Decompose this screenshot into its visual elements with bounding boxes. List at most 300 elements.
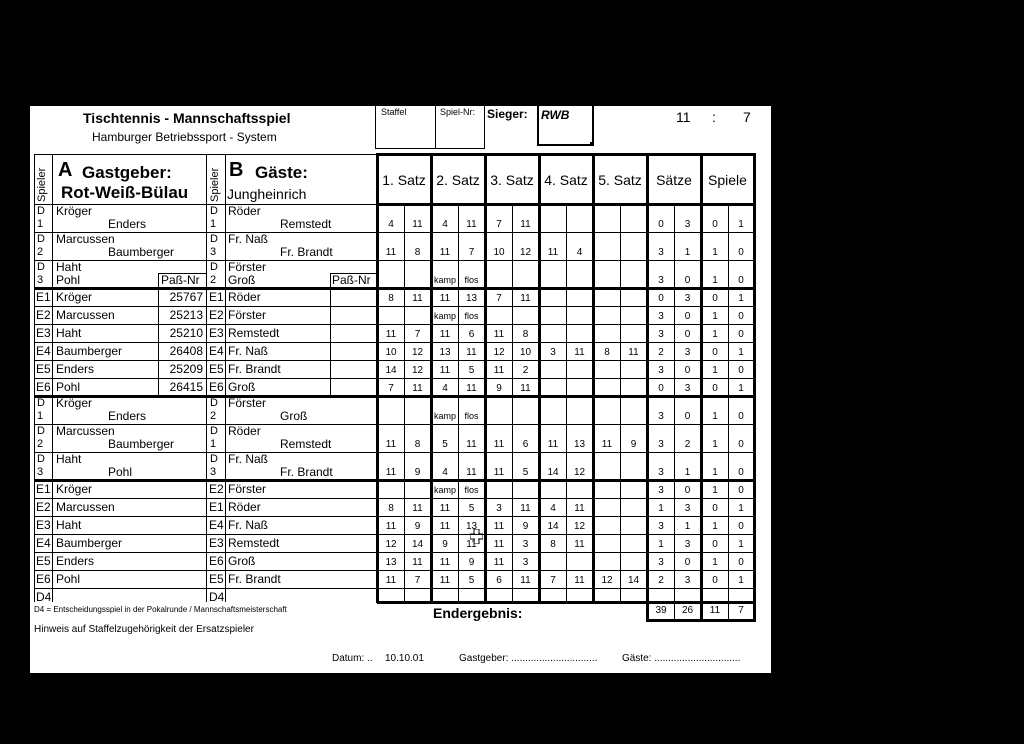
score-cell-5-4: 11 (493, 329, 505, 340)
home-code-6: E4 (36, 344, 51, 358)
score-cell-14-3: 13 (465, 521, 478, 532)
score-cell-14-5: 9 (522, 521, 529, 532)
score-cell-8-10: 0 (658, 383, 664, 394)
score-cell-4-2: kamp (433, 311, 456, 321)
home-code-12: E1 (36, 482, 51, 496)
score-cell-17-6: 7 (550, 575, 556, 586)
home-player-7: Enders (56, 362, 95, 376)
score-cell-9-3: flos (464, 411, 479, 421)
row-line-13 (34, 498, 377, 499)
row-line-7 (34, 360, 377, 361)
away-player2-0: Remstedt (280, 217, 332, 231)
row-score-line-0 (377, 204, 754, 205)
away-code-num-9: 2 (210, 410, 217, 422)
score-cell-7-5: 2 (522, 365, 529, 376)
row-line-3 (34, 287, 756, 290)
score-cell-4-12: 1 (712, 311, 718, 322)
away-code-15: E3 (209, 536, 224, 550)
score-cell-11-11: 1 (684, 467, 691, 478)
sieger-value: RWB (541, 108, 570, 122)
score-cell-14-0: 11 (385, 521, 397, 532)
score-cell-8-3: 11 (466, 383, 477, 394)
away-code-num-0: 1 (210, 218, 217, 230)
score-cell-6-10: 2 (658, 347, 664, 358)
away-player1-2: Förster (228, 260, 267, 274)
away-code-18: D4 (209, 590, 225, 604)
score-cell-11-3: 11 (466, 467, 477, 478)
score-cell-3-10: 0 (658, 293, 664, 304)
score-cell-11-7: 12 (573, 467, 586, 478)
score-cell-16-13: 0 (738, 557, 744, 568)
score-cell-12-11: 0 (684, 485, 691, 496)
home-code-10: D (37, 425, 45, 437)
away-player2-10: Remstedt (280, 437, 332, 451)
row-line-9 (34, 395, 756, 398)
score-cell-5-12: 1 (712, 329, 718, 340)
away-player-6: Fr. Naß (228, 344, 269, 358)
note-d4: D4 = Entscheidungsspiel in der Pokalrunde / Mannschaftsmeisterschaft (34, 605, 287, 614)
pass-number-8: 26415 (169, 380, 203, 394)
row-score-line-6 (377, 342, 754, 343)
score-cell-13-0: 8 (388, 503, 394, 514)
score-cell-10-9: 9 (630, 439, 637, 450)
total-3: 7 (738, 605, 744, 616)
away-code-3: E1 (209, 290, 224, 304)
home-code-8: E6 (36, 380, 51, 394)
column-header-7: Spiele (708, 172, 747, 188)
away-code-16: E6 (209, 554, 224, 568)
home-code-3: E1 (36, 290, 51, 304)
spieler-label-home: Spieler (36, 167, 48, 202)
score-cell-16-3: 9 (468, 557, 475, 568)
home-player1-9: Kröger (56, 396, 93, 410)
score-cell-11-13: 0 (738, 467, 744, 478)
away-player2-2: Groß (228, 273, 256, 287)
pass-sep-away-8 (330, 378, 331, 396)
away-code-17: E5 (209, 572, 224, 586)
away-player1-9: Förster (228, 396, 267, 410)
home-code-16: E5 (36, 554, 51, 568)
home-player-12: Kröger (56, 482, 93, 496)
score-cell-13-3: 5 (468, 503, 475, 514)
home-team-name: Rot-Weiß-Bülau (61, 183, 189, 202)
away-code-0: D (210, 205, 218, 217)
score-cell-7-1: 12 (411, 365, 424, 376)
away-code-8: E6 (209, 380, 224, 394)
score-cell-0-4: 7 (496, 219, 502, 230)
score-away: 7 (743, 109, 751, 125)
score-cell-15-6: 8 (550, 539, 556, 550)
score-cell-10-3: 11 (466, 439, 477, 450)
home-player2-1: Baumberger (108, 245, 175, 259)
home-player-16: Enders (56, 554, 95, 568)
score-cell-5-10: 3 (658, 329, 664, 340)
home-code-11: D (37, 453, 45, 465)
score-cell-16-1: 11 (412, 557, 423, 568)
home-code-num-11: 3 (37, 466, 44, 478)
score-cell-11-10: 3 (658, 467, 664, 478)
away-player1-11: Fr. Naß (228, 452, 269, 466)
score-cell-15-11: 3 (684, 539, 691, 550)
score-cell-6-4: 12 (493, 347, 505, 358)
score-cell-4-11: 0 (684, 311, 691, 322)
home-player2-2: Pohl (56, 273, 81, 287)
score-cell-9-10: 3 (658, 411, 664, 422)
score-cell-17-4: 6 (496, 575, 502, 586)
score-cell-10-11: 2 (684, 439, 691, 450)
away-code-9: D (210, 397, 218, 409)
score-cell-11-0: 11 (385, 467, 397, 478)
away-code-10: D (210, 425, 218, 437)
score-cell-17-7: 11 (574, 575, 585, 586)
datum-label: Datum: .. (332, 653, 373, 664)
column-header-6: Sätze (656, 172, 692, 188)
score-cell-4-13: 0 (738, 311, 744, 322)
away-code-num-10: 1 (210, 438, 217, 450)
score-cell-13-10: 1 (658, 503, 664, 514)
row-score-line-17 (377, 570, 754, 571)
score-cell-0-12: 0 (712, 219, 718, 230)
away-player-7: Fr. Brandt (228, 362, 281, 376)
score-cell-3-13: 1 (738, 293, 744, 304)
pass-number-7: 25209 (169, 362, 203, 376)
score-cell-8-11: 3 (684, 383, 691, 394)
score-cell-17-5: 11 (520, 575, 531, 586)
score-cell-17-13: 1 (738, 575, 744, 586)
column-header-4: 4. Satz (544, 172, 588, 188)
score-cell-14-6: 14 (547, 521, 559, 532)
score-cell-15-5: 3 (522, 539, 529, 550)
away-player-16: Groß (228, 554, 256, 568)
score-cell-1-13: 0 (738, 247, 744, 258)
away-player-3: Röder (228, 290, 261, 304)
row-line-16 (34, 552, 377, 553)
score-cell-5-5: 8 (522, 329, 529, 340)
score-cell-13-13: 1 (738, 503, 744, 514)
row-score-line-8 (377, 378, 754, 379)
home-code-13: E2 (36, 500, 51, 514)
score-cell-4-3: flos (464, 311, 479, 321)
away-letter: B (229, 159, 244, 181)
score-cell-0-1: 11 (412, 219, 423, 230)
score-cell-5-1: 7 (414, 329, 421, 340)
sieger-label: Sieger: (487, 107, 528, 121)
row-score-line-14 (377, 516, 754, 517)
score-cell-9-11: 0 (684, 411, 691, 422)
score-cell-5-13: 0 (738, 329, 744, 340)
score-cell-1-6: 11 (547, 247, 559, 258)
score-cell-12-13: 0 (738, 485, 744, 496)
away-code-14: E4 (209, 518, 224, 532)
home-player1-11: Haht (56, 452, 82, 466)
pass-number-6: 26408 (169, 344, 203, 358)
row-score-line-13 (377, 498, 754, 499)
home-player1-10: Marcussen (56, 424, 115, 438)
away-player-4: Förster (228, 308, 267, 322)
score-cell-5-3: 6 (468, 329, 475, 340)
score-cell-13-2: 11 (439, 503, 451, 514)
score-cell-1-0: 11 (385, 247, 397, 258)
score-cell-3-1: 11 (412, 293, 423, 304)
score-cell-5-2: 11 (439, 329, 451, 340)
score-cell-7-3: 5 (468, 365, 475, 376)
pass-label-away: Paß-Nr (332, 273, 371, 287)
home-player2-9: Enders (108, 409, 147, 423)
sieger-box-mark (590, 142, 594, 146)
score-cell-3-3: 13 (465, 293, 478, 304)
away-player1-0: Röder (228, 204, 261, 218)
pass-sep-away-6 (330, 342, 331, 360)
score-cell-2-12: 1 (712, 275, 718, 286)
score-cell-11-12: 1 (712, 467, 718, 478)
home-player2-11: Pohl (108, 465, 133, 479)
score-cell-1-7: 4 (576, 247, 583, 258)
score-cell-14-7: 12 (573, 521, 586, 532)
score-cell-10-12: 1 (712, 439, 718, 450)
home-code-9: D (37, 397, 45, 409)
home-code-0: D (37, 205, 45, 217)
score-cell-16-2: 11 (439, 557, 451, 568)
pass-sep-away-4 (330, 306, 331, 324)
score-cell-14-2: 11 (439, 521, 451, 532)
home-player-14: Haht (56, 518, 82, 532)
column-header-2: 2. Satz (436, 172, 480, 188)
home-player2-0: Enders (108, 217, 147, 231)
score-cell-15-12: 0 (712, 539, 718, 550)
score-cell-0-5: 11 (520, 219, 531, 230)
score-cell-16-4: 11 (493, 557, 505, 568)
away-code-13: E1 (209, 500, 224, 514)
score-cell-6-0: 10 (385, 347, 397, 358)
row-line-2 (34, 260, 377, 261)
score-cell-2-2: kamp (433, 275, 456, 285)
score-cell-6-1: 12 (411, 347, 424, 358)
score-cell-14-4: 11 (493, 521, 505, 532)
endergebnis-label: Endergebnis: (433, 605, 523, 621)
score-cell-16-0: 13 (385, 557, 397, 568)
away-code-5: E3 (209, 326, 224, 340)
score-cell-6-11: 3 (684, 347, 691, 358)
row-score-line-2 (377, 260, 754, 261)
score-cell-15-7: 11 (574, 539, 585, 550)
home-code-14: E3 (36, 518, 51, 532)
away-code-2: D (210, 261, 218, 273)
score-home: 11 (676, 109, 691, 125)
score-cell-10-8: 11 (601, 439, 613, 450)
score-cell-4-10: 3 (658, 311, 664, 322)
home-letter: A (58, 159, 73, 181)
score-cell-17-0: 11 (385, 575, 397, 586)
score-cell-10-2: 5 (442, 439, 448, 450)
score-separator: : (712, 109, 716, 125)
home-player-13: Marcussen (56, 500, 115, 514)
score-cell-14-10: 3 (658, 521, 664, 532)
pass-sep-away-7 (330, 360, 331, 378)
row-score-line-7 (377, 360, 754, 361)
form-subtitle: Hamburger Betriebssport - System (92, 130, 277, 144)
score-cell-1-11: 1 (684, 247, 691, 258)
score-cell-0-10: 0 (658, 219, 664, 230)
away-code-num-1: 3 (210, 246, 217, 258)
row-score-line-5 (377, 324, 754, 325)
score-cell-8-4: 9 (496, 383, 502, 394)
away-player-17: Fr. Brandt (228, 572, 281, 586)
away-player2-11: Fr. Brandt (280, 465, 333, 479)
score-cell-13-4: 3 (496, 503, 502, 514)
score-cell-15-3: 11 (466, 539, 477, 550)
score-cell-15-4: 11 (493, 539, 505, 550)
score-cell-8-0: 7 (388, 383, 394, 394)
score-cell-8-2: 4 (442, 383, 448, 394)
away-code-6: E4 (209, 344, 224, 358)
home-player-6: Baumberger (56, 344, 123, 358)
home-player1-0: Kröger (56, 204, 93, 218)
score-cell-6-3: 11 (466, 347, 477, 358)
gastgeber-signature: Gastgeber: ............................... (459, 653, 598, 664)
score-cell-16-5: 3 (522, 557, 529, 568)
score-cell-0-11: 3 (684, 219, 691, 230)
score-cell-3-11: 3 (684, 293, 691, 304)
staffel-divider (435, 106, 436, 148)
row-line-15 (34, 534, 377, 535)
away-player2-1: Fr. Brandt (280, 245, 333, 259)
datum-value: 10.10.01 (385, 653, 424, 664)
away-code-7: E5 (209, 362, 224, 376)
score-cell-2-11: 0 (684, 275, 691, 286)
score-cell-2-10: 3 (658, 275, 664, 286)
score-cell-14-12: 1 (712, 521, 718, 532)
score-cell-8-1: 11 (412, 383, 423, 394)
score-cell-3-5: 11 (520, 293, 531, 304)
score-cell-6-9: 11 (628, 347, 639, 358)
score-cell-11-4: 11 (493, 467, 505, 478)
score-cell-15-13: 1 (738, 539, 744, 550)
score-cell-12-2: kamp (433, 485, 456, 495)
score-cell-0-2: 4 (442, 219, 448, 230)
away-player-8: Groß (228, 380, 256, 394)
score-cell-2-13: 0 (738, 275, 744, 286)
row-line-4 (34, 306, 377, 307)
score-cell-6-8: 8 (604, 347, 610, 358)
score-cell-10-13: 0 (738, 439, 744, 450)
score-cell-15-1: 14 (411, 539, 424, 550)
score-cell-9-13: 0 (738, 411, 744, 422)
home-player-17: Pohl (56, 572, 81, 586)
grid-col-split-4 (620, 204, 621, 602)
pass-label-home: Paß-Nr (161, 273, 200, 287)
score-cell-15-10: 1 (658, 539, 664, 550)
score-cell-6-6: 3 (550, 347, 556, 358)
away-team-name: Jungheinrich (227, 186, 307, 202)
score-cell-12-10: 3 (658, 485, 664, 496)
score-cell-16-12: 1 (712, 557, 718, 568)
row-score-line-11 (377, 452, 754, 453)
spielnr-label: Spiel-Nr: (440, 107, 476, 117)
score-cell-10-0: 11 (385, 439, 397, 450)
score-cell-14-11: 1 (684, 521, 691, 532)
spieler-label-away: Spieler (209, 167, 221, 202)
score-cell-11-6: 14 (547, 467, 559, 478)
score-cell-15-0: 12 (385, 539, 397, 550)
away-code-num-2: 2 (210, 274, 217, 286)
pass-number-4: 25213 (169, 308, 203, 322)
score-cell-17-11: 3 (684, 575, 691, 586)
score-cell-2-3: flos (464, 275, 479, 285)
pass-sep-away-5 (330, 324, 331, 342)
score-cell-1-10: 3 (658, 247, 664, 258)
total-0: 39 (655, 605, 667, 616)
score-cell-12-3: flos (464, 485, 479, 495)
score-cell-1-5: 12 (519, 247, 532, 258)
home-player-3: Kröger (56, 290, 93, 304)
away-player-15: Remstedt (228, 536, 280, 550)
score-cell-17-10: 2 (658, 575, 664, 586)
score-cell-11-5: 5 (522, 467, 529, 478)
score-cell-1-2: 11 (439, 247, 451, 258)
row-line-6 (34, 342, 377, 343)
score-cell-6-7: 11 (574, 347, 585, 358)
row-line-14 (34, 516, 377, 517)
away-player-5: Remstedt (228, 326, 280, 340)
home-code-num-10: 2 (37, 438, 44, 450)
score-cell-8-12: 0 (712, 383, 718, 394)
score-cell-17-8: 12 (601, 575, 613, 586)
note-ersatzspieler: Hinweis auf Staffelzugehörigkeit der Ersatzspieler (34, 624, 254, 635)
score-cell-17-12: 0 (712, 575, 718, 586)
score-cell-7-2: 11 (439, 365, 451, 376)
row-line-12 (34, 479, 756, 482)
home-label: Gastgeber: (82, 163, 172, 182)
score-cell-1-12: 1 (712, 247, 718, 258)
score-cell-10-6: 11 (547, 439, 559, 450)
away-player-13: Röder (228, 500, 261, 514)
score-cell-13-5: 11 (520, 503, 531, 514)
total-2: 11 (709, 605, 721, 616)
score-cell-3-2: 11 (439, 293, 451, 304)
score-cell-10-1: 8 (414, 439, 421, 450)
away-code-num-11: 3 (210, 466, 217, 478)
score-cell-10-10: 3 (658, 439, 664, 450)
column-header-3: 3. Satz (490, 172, 534, 188)
score-cell-14-13: 0 (738, 521, 744, 532)
away-player1-1: Fr. Naß (228, 232, 269, 246)
away-code-12: E2 (209, 482, 224, 496)
score-cell-7-10: 3 (658, 365, 664, 376)
home-player-15: Baumberger (56, 536, 123, 550)
score-cell-13-12: 0 (712, 503, 718, 514)
row-score-line-10 (377, 424, 754, 425)
away-label: Gäste: (255, 163, 308, 182)
score-cell-10-4: 11 (493, 439, 505, 450)
home-code-17: E6 (36, 572, 51, 586)
total-1: 26 (681, 605, 694, 616)
row-score-line-4 (377, 306, 754, 307)
home-code-num-2: 3 (37, 274, 44, 286)
home-player-4: Marcussen (56, 308, 115, 322)
score-cell-6-2: 13 (439, 347, 451, 358)
score-cell-0-13: 1 (738, 219, 744, 230)
score-cell-0-0: 4 (388, 219, 394, 230)
score-cell-17-9: 14 (627, 575, 640, 586)
score-cell-16-11: 0 (684, 557, 691, 568)
gaeste-signature: Gäste: ............................... (622, 653, 741, 664)
home-code-5: E3 (36, 326, 51, 340)
score-sheet (30, 106, 771, 673)
row-line-8 (34, 378, 377, 379)
score-cell-1-4: 10 (493, 247, 505, 258)
score-cell-3-12: 0 (712, 293, 718, 304)
away-player1-10: Röder (228, 424, 261, 438)
